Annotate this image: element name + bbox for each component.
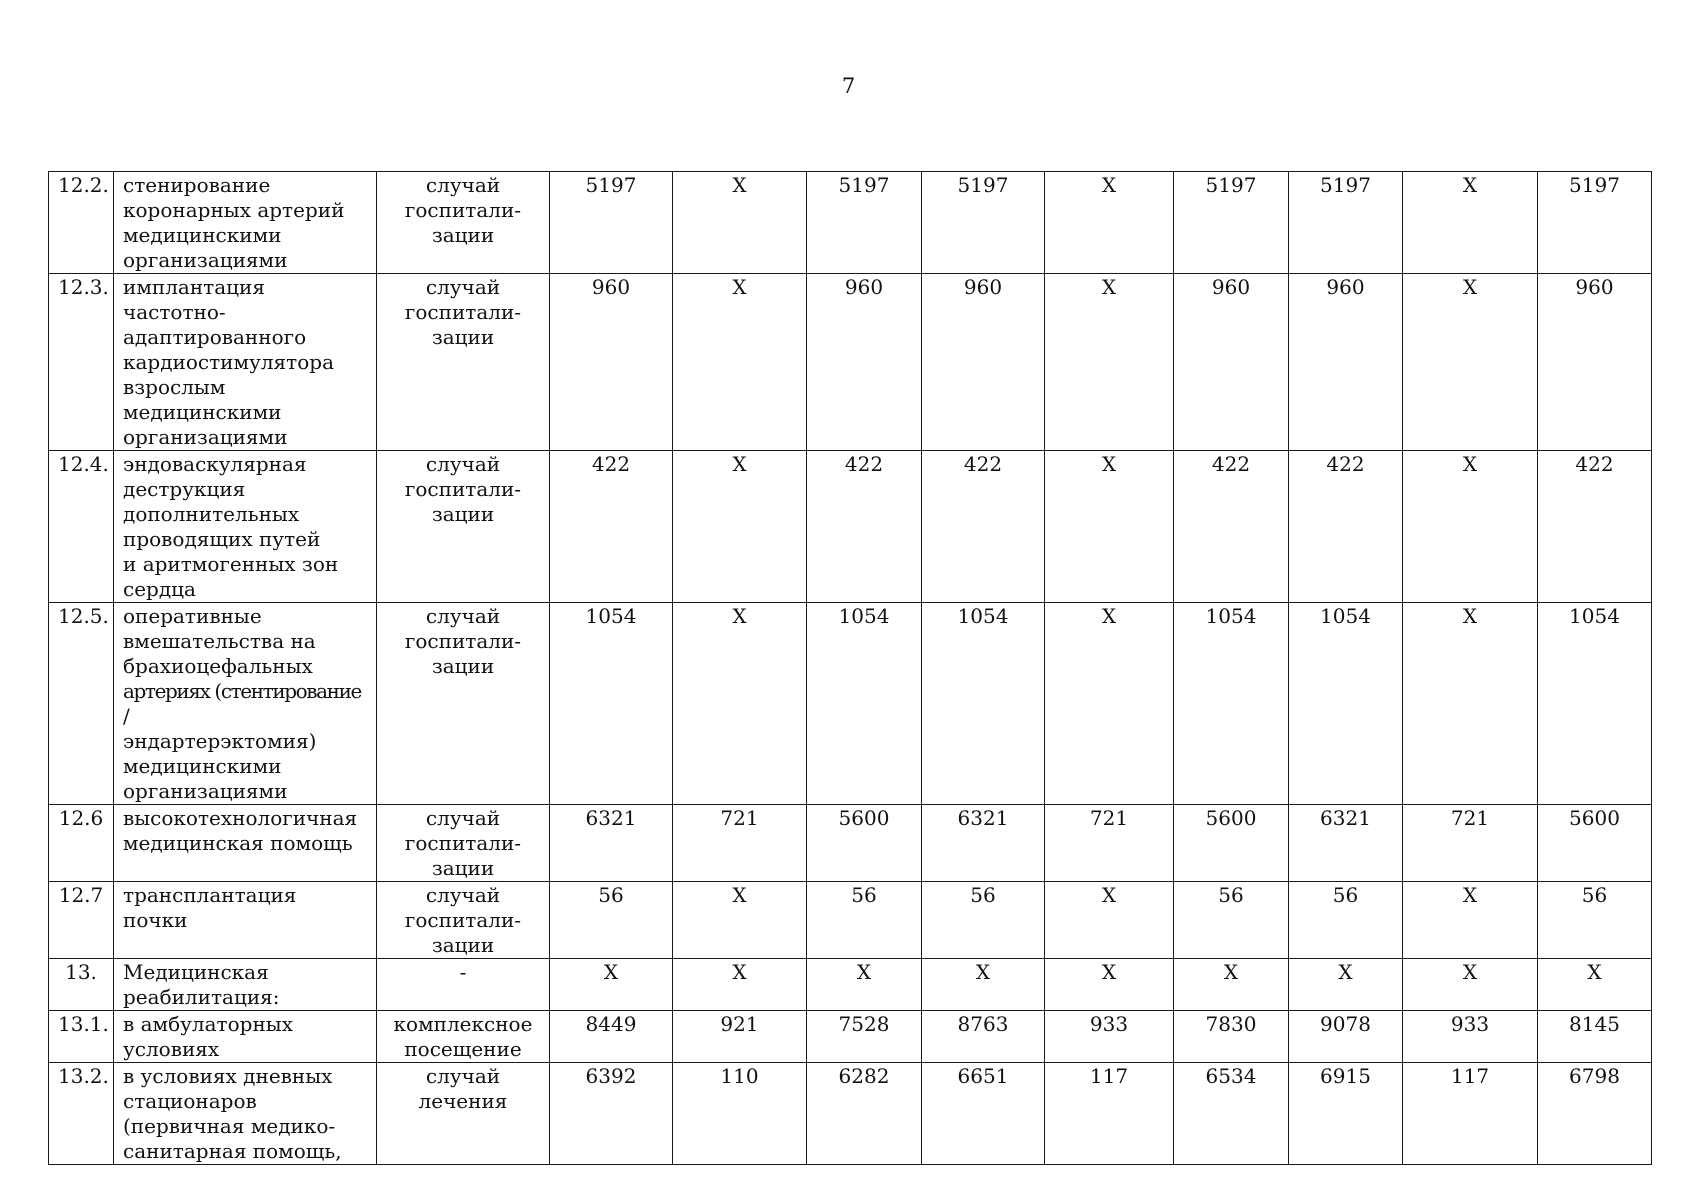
value-cell: 56 <box>1289 882 1403 959</box>
description-line: брахиоцефальных <box>123 654 313 678</box>
unit-line: госпитали- <box>404 831 522 855</box>
value-cell: 5197 <box>550 172 673 274</box>
value-cell: 5197 <box>1538 172 1652 274</box>
value-cell: 921 <box>673 1011 807 1063</box>
description-line: Медицинская <box>123 960 269 984</box>
value-cell: X <box>1045 274 1174 451</box>
description-line: высокотехнологичная <box>123 806 358 830</box>
row-unit <box>377 882 550 959</box>
unit-line: госпитали- <box>404 477 522 501</box>
value-cell: 7528 <box>807 1011 922 1063</box>
unit-line: - <box>459 960 467 984</box>
table-row <box>49 805 1652 882</box>
description-line: сердца <box>123 577 196 601</box>
value-cell: 721 <box>673 805 807 882</box>
description-line: и аритмогенных зон <box>123 552 339 576</box>
value-cell: X <box>1403 882 1538 959</box>
value-cell: X <box>673 959 807 1011</box>
value-cell: X <box>1403 603 1538 805</box>
value-cell: X <box>1045 451 1174 603</box>
value-cell: 8449 <box>550 1011 673 1063</box>
value-cell: 6392 <box>550 1063 673 1165</box>
description-line: санитарная помощь, <box>123 1139 342 1163</box>
unit-line: зации <box>431 223 495 247</box>
description-line: эндоваскулярная <box>123 452 307 476</box>
value-cell: 960 <box>807 274 922 451</box>
description-line: организациями <box>123 425 288 449</box>
description-line: медицинскими <box>123 754 282 778</box>
unit-line: госпитали- <box>404 908 522 932</box>
value-cell: 422 <box>807 451 922 603</box>
value-cell: 5197 <box>1289 172 1403 274</box>
value-cell: 6282 <box>807 1063 922 1165</box>
value-cell: 721 <box>1403 805 1538 882</box>
value-cell: 117 <box>1045 1063 1174 1165</box>
value-cell: 422 <box>1289 451 1403 603</box>
description-line: деструкция <box>123 477 246 501</box>
value-cell: 56 <box>807 882 922 959</box>
unit-line: случай <box>425 604 501 628</box>
row-number: 12.5. <box>49 603 114 805</box>
value-cell: 6534 <box>1174 1063 1289 1165</box>
table-row <box>49 172 1652 274</box>
value-cell: 56 <box>550 882 673 959</box>
row-number: 13. <box>49 959 114 1011</box>
row-description <box>114 805 377 882</box>
value-cell: 56 <box>1538 882 1652 959</box>
unit-line: зации <box>431 502 495 526</box>
value-cell: 5600 <box>807 805 922 882</box>
unit-line: случай <box>425 452 501 476</box>
description-line: медицинскими <box>123 223 282 247</box>
value-cell: 960 <box>1174 274 1289 451</box>
value-cell: X <box>1289 959 1403 1011</box>
value-cell: 8763 <box>922 1011 1045 1063</box>
value-cell: 5600 <box>1174 805 1289 882</box>
value-cell: X <box>1403 451 1538 603</box>
value-cell: 5197 <box>807 172 922 274</box>
unit-line: лечения <box>418 1089 508 1113</box>
page-number: 7 <box>841 74 856 98</box>
unit-line: случай <box>425 883 501 907</box>
description-line: условиях <box>123 1037 220 1061</box>
value-cell: 422 <box>922 451 1045 603</box>
description-line: коронарных артерий <box>123 198 345 222</box>
description-line: оперативные <box>123 604 262 628</box>
value-cell: 110 <box>673 1063 807 1165</box>
value-cell: X <box>1403 274 1538 451</box>
description-line: имплантация частотно- <box>123 275 265 324</box>
value-cell: X <box>1403 959 1538 1011</box>
row-description <box>114 1063 377 1165</box>
description-line: медицинскими <box>123 400 282 424</box>
row-number: 13.2. <box>49 1063 114 1165</box>
value-cell: 422 <box>550 451 673 603</box>
value-cell: 721 <box>1045 805 1174 882</box>
unit-line: случай <box>425 806 501 830</box>
value-cell: 56 <box>922 882 1045 959</box>
row-unit <box>377 172 550 274</box>
row-unit <box>377 1011 550 1063</box>
description-line: дополнительных <box>123 502 300 526</box>
value-cell: 422 <box>1174 451 1289 603</box>
value-cell: 6798 <box>1538 1063 1652 1165</box>
table-row <box>49 1011 1652 1063</box>
value-cell: X <box>1045 959 1174 1011</box>
value-cell: 7830 <box>1174 1011 1289 1063</box>
row-description <box>114 1011 377 1063</box>
row-unit <box>377 959 550 1011</box>
value-cell: 960 <box>1289 274 1403 451</box>
unit-line: госпитали- <box>404 629 522 653</box>
value-cell: X <box>673 274 807 451</box>
value-cell: X <box>673 603 807 805</box>
description-line: (первичная медико- <box>123 1114 336 1138</box>
value-cell: 960 <box>1538 274 1652 451</box>
value-cell: X <box>922 959 1045 1011</box>
value-cell: 117 <box>1403 1063 1538 1165</box>
value-cell: 1054 <box>807 603 922 805</box>
value-cell: 960 <box>550 274 673 451</box>
row-unit <box>377 451 550 603</box>
value-cell: X <box>1174 959 1289 1011</box>
value-cell: 5600 <box>1538 805 1652 882</box>
description-line: в амбулаторных <box>123 1012 293 1036</box>
row-description <box>114 882 377 959</box>
unit-line: зации <box>431 654 495 678</box>
value-cell: 1054 <box>922 603 1045 805</box>
value-cell: 933 <box>1045 1011 1174 1063</box>
value-cell: 1054 <box>1174 603 1289 805</box>
table-row <box>49 1063 1652 1165</box>
value-cell: 9078 <box>1289 1011 1403 1063</box>
unit-line: комплексное <box>393 1012 533 1036</box>
value-cell: 933 <box>1403 1011 1538 1063</box>
table-row <box>49 274 1652 451</box>
table-row <box>49 603 1652 805</box>
row-unit <box>377 274 550 451</box>
description-line: организациями <box>123 779 288 803</box>
value-cell: 56 <box>1174 882 1289 959</box>
unit-line: посещение <box>404 1037 522 1061</box>
value-cell: X <box>1045 882 1174 959</box>
description-line: кардиостимулятора <box>123 350 334 374</box>
row-description <box>114 172 377 274</box>
value-cell: X <box>673 451 807 603</box>
value-cell: 6321 <box>922 805 1045 882</box>
row-number: 12.4. <box>49 451 114 603</box>
row-description <box>114 603 377 805</box>
value-cell: 960 <box>922 274 1045 451</box>
description-line: эндартерэктомия) <box>123 729 317 753</box>
description-line: организациями <box>123 248 288 272</box>
row-number: 12.7 <box>49 882 114 959</box>
description-line: проводящих путей <box>123 527 321 551</box>
value-cell: X <box>807 959 922 1011</box>
row-number: 13.1. <box>49 1011 114 1063</box>
description-line: артериях (стентирование / <box>123 679 361 728</box>
value-cell: 6651 <box>922 1063 1045 1165</box>
unit-line: зации <box>431 325 495 349</box>
data-table <box>48 171 1652 1165</box>
table-row <box>49 882 1652 959</box>
unit-line: случай <box>425 1064 501 1088</box>
table-row <box>49 959 1652 1011</box>
unit-line: зации <box>431 933 495 957</box>
value-cell: 5197 <box>922 172 1045 274</box>
description-line: медицинская помощь <box>123 831 353 855</box>
value-cell: X <box>1403 172 1538 274</box>
value-cell: 5197 <box>1174 172 1289 274</box>
value-cell: 8145 <box>1538 1011 1652 1063</box>
value-cell: X <box>550 959 673 1011</box>
unit-line: зации <box>431 856 495 880</box>
description-line: вмешательства на <box>123 629 316 653</box>
description-line: стационаров <box>123 1089 257 1113</box>
unit-line: госпитали- <box>404 300 522 324</box>
unit-line: случай <box>425 173 501 197</box>
value-cell: 6915 <box>1289 1063 1403 1165</box>
value-cell: X <box>1045 172 1174 274</box>
value-cell: 6321 <box>1289 805 1403 882</box>
value-cell: X <box>1045 603 1174 805</box>
value-cell: 1054 <box>1289 603 1403 805</box>
row-description <box>114 274 377 451</box>
value-cell: X <box>673 172 807 274</box>
value-cell: X <box>1538 959 1652 1011</box>
row-description <box>114 451 377 603</box>
table-row <box>49 451 1652 603</box>
unit-line: госпитали- <box>404 198 522 222</box>
unit-line: случай <box>425 275 501 299</box>
row-description <box>114 959 377 1011</box>
description-line: адаптированного <box>123 325 307 349</box>
row-number: 12.3. <box>49 274 114 451</box>
description-line: реабилитация: <box>123 985 280 1009</box>
row-number: 12.2. <box>49 172 114 274</box>
value-cell: 6321 <box>550 805 673 882</box>
value-cell: 1054 <box>550 603 673 805</box>
description-line: взрослым <box>123 375 226 399</box>
value-cell: 1054 <box>1538 603 1652 805</box>
row-unit <box>377 1063 550 1165</box>
description-line: в условиях дневных <box>123 1064 333 1088</box>
value-cell: X <box>673 882 807 959</box>
description-line: трансплантация почки <box>123 883 297 932</box>
row-number: 12.6 <box>49 805 114 882</box>
row-unit <box>377 603 550 805</box>
row-unit <box>377 805 550 882</box>
description-line: стенирование <box>123 173 271 197</box>
value-cell: 422 <box>1538 451 1652 603</box>
